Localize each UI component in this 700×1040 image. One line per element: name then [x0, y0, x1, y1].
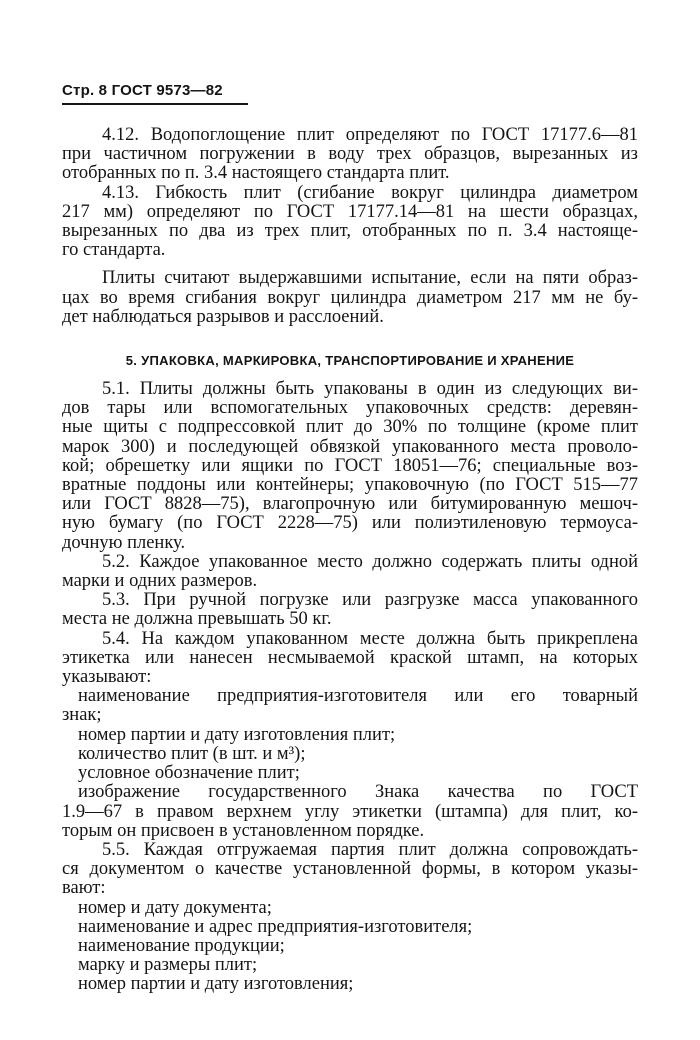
list-item-continuation: знак;: [62, 705, 102, 726]
text-line: этикетка или нанесен несмываемой краской штамп, на которых: [62, 647, 638, 668]
list-item: количество плит (в шт. и м³);: [78, 743, 306, 764]
text-line: 5.2. Каждое упакованное место должно содержать плиты одной: [102, 551, 638, 572]
text-line: марок 300) и последующей обвязкой упакованного места проволо-: [62, 436, 638, 457]
text-line: или ГОСТ 8828—75), влагопрочную или битумированную мешоч-: [62, 494, 638, 515]
paragraph-5-5: [62, 841, 638, 899]
text-line: дочную пленку.: [62, 532, 186, 553]
list-item: условное обозначение плит;: [78, 763, 300, 784]
text-line: 217 мм) определяют по ГОСТ 17177.14—81 на шести образцах,: [62, 201, 638, 222]
paragraph-4-12: [62, 126, 638, 184]
list-item: марку и размеры плит;: [78, 955, 258, 976]
text-line: указывают:: [62, 667, 152, 688]
text-line: ные щиты с подпрессовкой плит до 30% по толщине (кроме плит: [62, 417, 638, 438]
list-item-continuation: торым он присвоен в установленном порядке.: [62, 820, 425, 841]
text-line: отобранных по п. 3.4 настоящего стандарта плит.: [62, 163, 450, 184]
text-line: вратные поддоны или контейнеры; упаковочную (по ГОСТ 515—77: [62, 475, 638, 496]
header-rule: [62, 103, 248, 105]
paragraph-5-1: [62, 380, 638, 553]
text-line: ся документом о качестве установленной формы, в котором указы-: [62, 859, 638, 880]
text-line: при частичном погружении в воду трех образцов, вырезанных из: [62, 144, 638, 165]
text-line: 5.4. На каждом упакованном месте должна быть прикреплена: [102, 628, 638, 649]
list-item: изображение государственного Знака качества по ГОСТ: [78, 782, 638, 803]
text-line: марки и одних размеров.: [62, 571, 258, 592]
paragraph-5-2: [62, 553, 638, 591]
text-line: места не должна превышать 50 кг.: [62, 609, 332, 630]
section-title: 5. УПАКОВКА, МАРКИРОВКА, ТРАНСПОРТИРОВАНИЕ И ХРАНЕНИЕ: [125, 353, 575, 369]
page-header: Стр. 8 ГОСТ 9573—82: [62, 82, 223, 99]
text-line: кой; обрешетку или ящики по ГОСТ 18051—76; специальные воз-: [62, 455, 638, 476]
list-5-4: [62, 687, 638, 841]
text-line: 5.5. Каждая отгружаемая партия плит должна сопровождать-: [102, 839, 638, 860]
list-item: наименование продукции;: [78, 935, 285, 956]
paragraph-test-result: [62, 269, 638, 327]
text-line: дов тары или вспомогательных упаковочных средств: деревян-: [62, 398, 638, 419]
text-line: го стандарта.: [62, 240, 166, 261]
text-line: цах во время сгибания вокруг цилиндра диаметром 217 мм не бу-: [62, 287, 638, 308]
text-line: дет наблюдаться разрывов и расслоений.: [62, 306, 384, 327]
paragraph-4-13: [62, 184, 638, 261]
list-5-5: [62, 899, 638, 995]
paragraph-5-4: [62, 630, 638, 688]
list-item: номер партии и дату изготовления плит;: [78, 724, 396, 745]
list-item-continuation: 1.9—67 в правом верхнем углу этикетки (штампа) для плит, ко-: [62, 801, 638, 822]
text-line: 4.13. Гибкость плит (сгибание вокруг цилиндра диаметром: [102, 182, 638, 203]
paragraph-5-3: [62, 591, 638, 629]
text-line: 5.3. При ручной погрузке или разгрузке масса упакованного: [102, 590, 638, 611]
list-item: наименование предприятия-изготовителя или его товарный: [78, 686, 638, 707]
document-body: [62, 126, 638, 995]
text-line: 4.12. Водопоглощение плит определяют по ГОСТ 17177.6—81: [102, 125, 638, 145]
text-line: вают:: [62, 878, 106, 899]
list-item: номер партии и дату изготовления;: [78, 974, 354, 995]
text-line: 5.1. Плиты должны быть упакованы в один из следующих ви-: [102, 379, 638, 400]
text-line: ную бумагу (по ГОСТ 2228—75) или полиэтиленовую термоуса-: [62, 513, 638, 534]
text-line: вырезанных по два из трех плит, отобранных по п. 3.4 настояще-: [62, 221, 638, 242]
text-line: Плиты считают выдержавшими испытание, если на пяти образ-: [102, 268, 638, 289]
list-item: номер и дату документа;: [78, 897, 272, 918]
list-item: наименование и адрес предприятия-изготовителя;: [78, 916, 473, 937]
